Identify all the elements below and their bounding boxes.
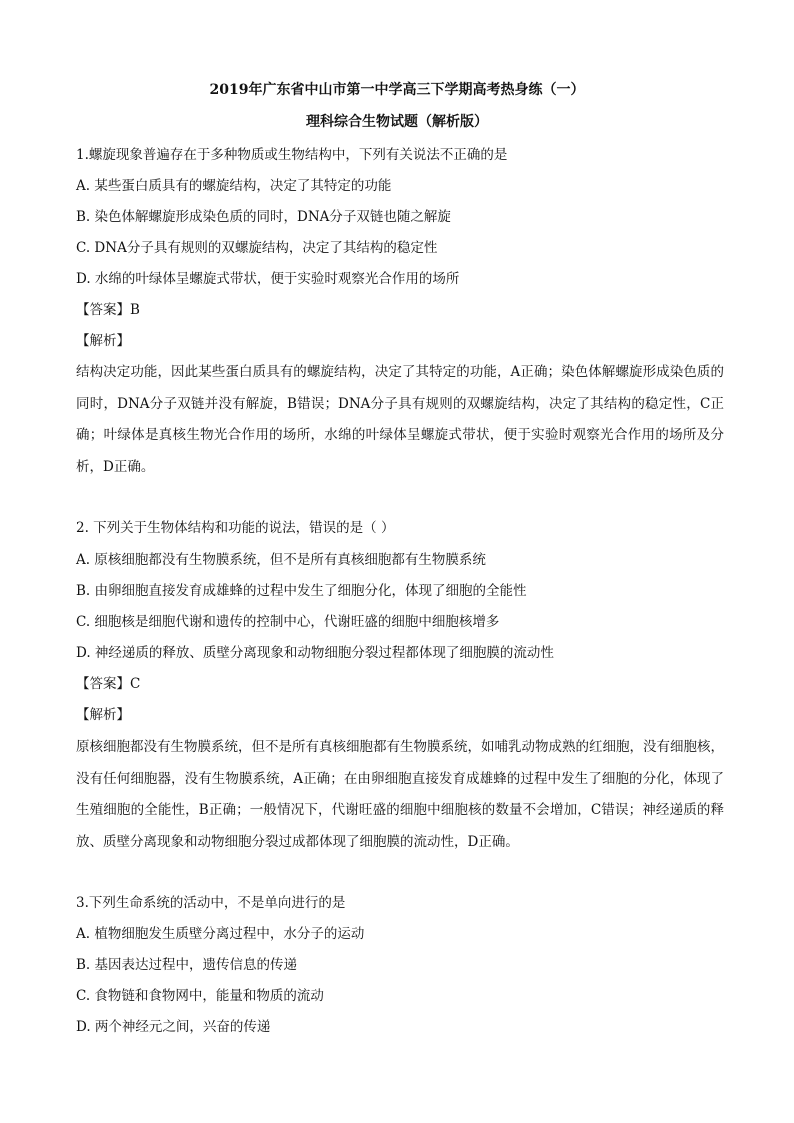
q2-analysis-label: 【解析】	[76, 707, 130, 723]
q3-option-c: C. 食物链和食物网中，能量和物质的流动	[76, 988, 324, 1004]
q3-option-b: B. 基因表达过程中，遗传信息的传递	[76, 957, 298, 973]
q1-analysis-label: 【解析】	[76, 333, 130, 349]
q1-option-d: D. 水绵的叶绿体呈螺旋式带状，便于实验时观察光合作用的场所	[76, 271, 460, 287]
q3-option-a: A. 植物细胞发生质壁分离过程中，水分子的运动	[76, 926, 365, 942]
q1-stem: 1.螺旋现象普遍存在于多种物质或生物结构中，下列有关说法不正确的是	[76, 147, 508, 163]
q2-option-c: C. 细胞核是细胞代谢和遗传的控制中心，代谢旺盛的细胞中细胞核增多	[76, 614, 500, 630]
q2-analysis: 原核细胞都没有生物膜系统，但不是所有真核细胞都有生物膜系统，如哺乳动物成熟的红细胞，没有细胞核，没有任何细胞器，没有生物膜系统，A正确；在由卵细胞直接发育成雄蜂的过程中发生了细胞的分化，体现了生殖细胞的全能性，B正确；一般情况下，代谢旺盛的细胞中细胞核的数量不会增加，C错误；神经递质的释放、质壁分离现象和动物细胞分裂过成都体现了细胞膜的流动性，D正确。	[76, 739, 724, 850]
q2-option-d: D. 神经递质的释放、质壁分离现象和动物细胞分裂过程都体现了细胞膜的流动性	[76, 645, 554, 661]
q1-option-c: C. DNA分子具有规则的双螺旋结构，决定了其结构的稳定性	[76, 240, 438, 256]
q2-stem: 2. 下列关于生物体结构和功能的说法，错误的是（ ）	[76, 520, 395, 536]
q3-stem: 3.下列生命系统的活动中，不是单向进行的是	[76, 895, 346, 911]
q3-option-d: D. 两个神经元之间，兴奋的传递	[76, 1019, 271, 1035]
document-title: 2019年广东省中山市第一中学高三下学期高考热身练（一）	[209, 82, 585, 98]
q2-option-a: A. 原核细胞都没有生物膜系统，但不是所有真核细胞都有生物膜系统	[76, 552, 486, 568]
document-subtitle: 理科综合生物试题（解析版）	[306, 114, 488, 130]
q1-analysis: 结构决定功能，因此某些蛋白质具有的螺旋结构，决定了其特定的功能，A正确；染色体解螺旋形成染色质的同时，DNA分子双链并没有解旋，B错误；DNA分子具有规则的双螺旋结构，决定了其结构的稳定性，C正确；叶绿体是真核生物光合作用的场所，水绵的叶绿体呈螺旋式带状，便于实验时观察光合作用的场所及分析，D正确。	[76, 364, 724, 475]
q1-answer: 【答案】B	[76, 302, 140, 318]
q2-answer: 【答案】C	[76, 676, 141, 692]
q1-option-b: B. 染色体解螺旋形成染色质的同时，DNA分子双链也随之解旋	[76, 209, 451, 225]
q2-option-b: B. 由卵细胞直接发育成雄蜂的过程中发生了细胞分化，体现了细胞的全能性	[76, 583, 527, 599]
q1-option-a: A. 某些蛋白质具有的螺旋结构，决定了其特定的功能	[76, 178, 392, 194]
